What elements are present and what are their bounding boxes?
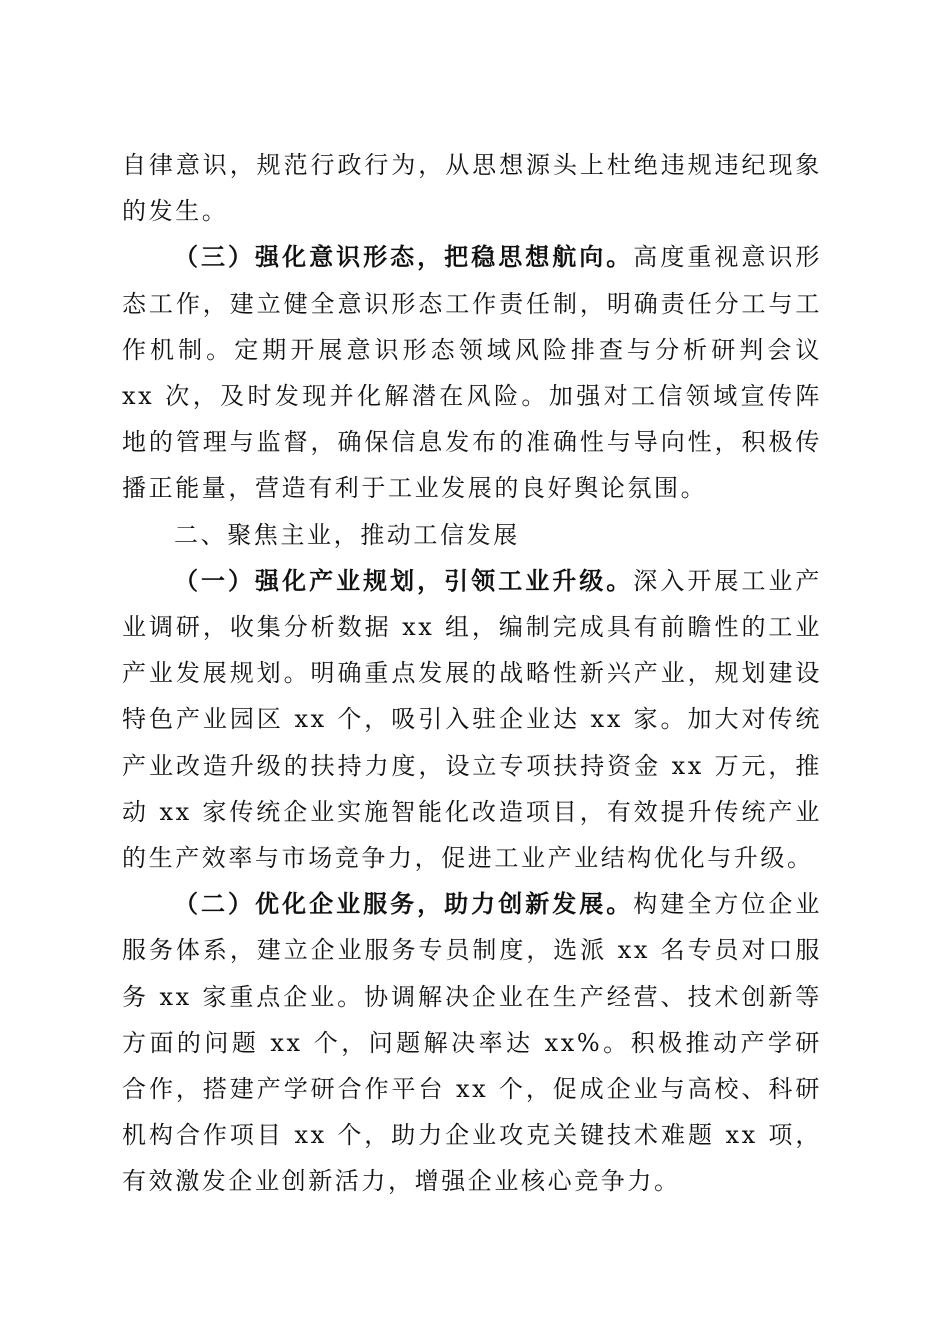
paragraph-continuation [122, 142, 822, 234]
paragraph-ideology [122, 234, 822, 511]
paragraph-body: 自律意识，规范行政行为，从思想源头上杜绝违规违纪现象的发生。 [122, 151, 822, 226]
paragraph-lead: （三）强化意识形态，把稳思想航向。 [174, 242, 634, 272]
paragraph-body: 深入开展工业产业调研，收集分析数据 xx 组，编制完成具有前瞻性的工业产业发展规划。明确重点发展的战略性新兴产业，规划建设特色产业园区 xx 个，吸引入驻企业达 xx 家。加大对传统产业改造升级的扶持力度，设立专项扶持资金 xx 万元，推动 xx 家传统企业实施智能化改造项目，有效提升传统产业的生产效率与市场竞争力，促进工业产业结构优化与升级。 [122, 566, 822, 873]
section-heading: 二、聚焦主业，推动工信发展 [174, 520, 520, 549]
paragraph-industry-planning [122, 558, 822, 881]
paragraph-lead: （一）强化产业规划，引领工业升级。 [174, 565, 634, 595]
paragraph-enterprise-service [122, 881, 822, 1204]
paragraph-lead: （二）优化企业服务，助力创新发展。 [174, 889, 634, 919]
paragraph-body: 高度重视意识形态工作，建立健全意识形态工作责任制，明确责任分工与工作机制。定期开展意识形态领域风险排查与分析研判会议 xx 次，及时发现并化解潜在风险。加强对工信领域宣传阵地的管理与监督，确保信息发布的准确性与导向性，积极传播正能量，营造有利于工业发展的良好舆论氛围。 [122, 243, 822, 503]
document-body [122, 142, 822, 1205]
paragraph-body: 构建全方位企业服务体系，建立企业服务专员制度，选派 xx 名专员对口服务 xx 家重点企业。协调解决企业在生产经营、技术创新等方面的问题 xx 个，问题解决率达 xx%。积极推动产学研合作，搭建产学研合作平台 xx 个，促成企业与高校、科研机构合作项目 xx 个，助力企业攻克关键技术难题 xx 项，有效激发企业创新活力，增强企业核心竞争力。 [122, 890, 822, 1196]
